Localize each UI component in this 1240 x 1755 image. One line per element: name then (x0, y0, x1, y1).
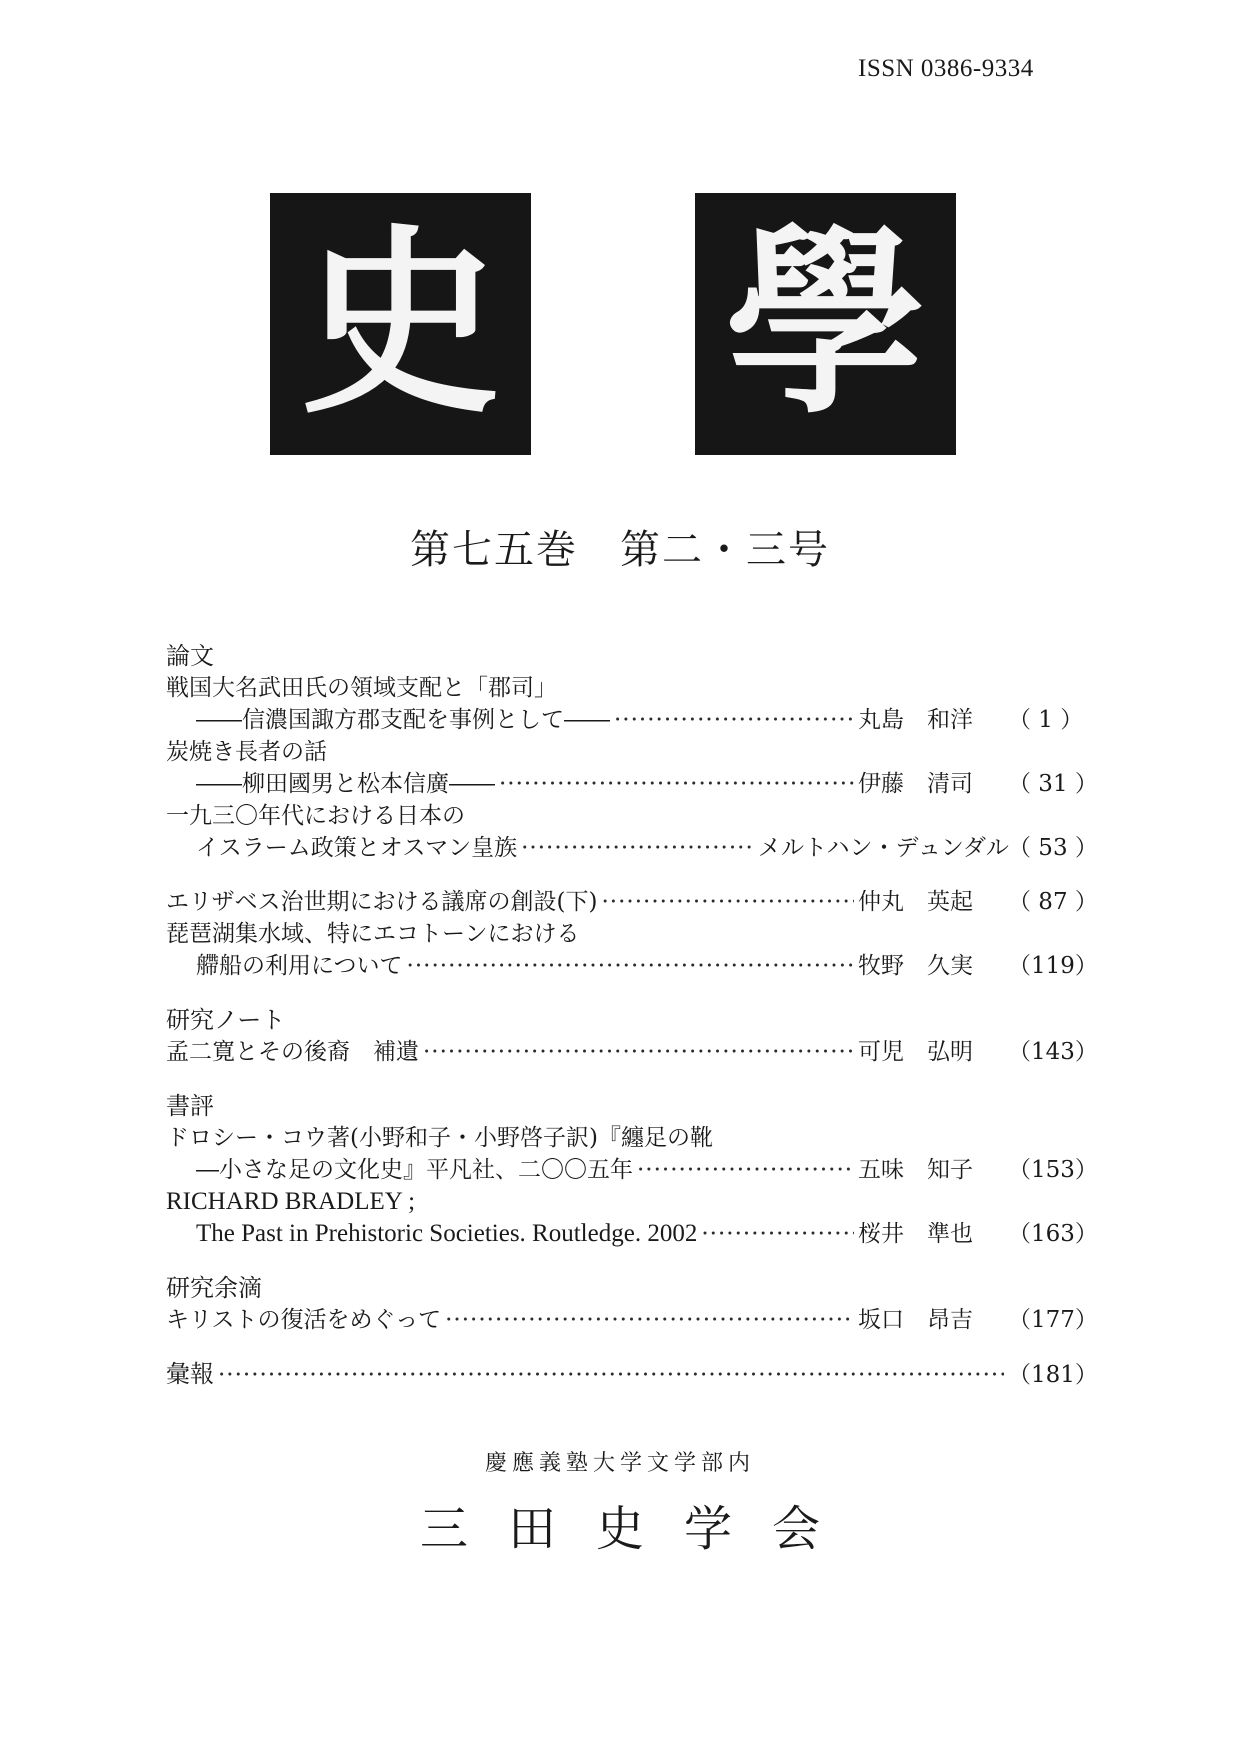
entry-author: 牧野 久実 (858, 953, 973, 979)
entry-title: 一九三〇年代における日本の (166, 803, 465, 829)
toc-section-bulletin (166, 1358, 1098, 1391)
leader-dots (445, 1304, 854, 1336)
entry-author: 可児 弘明 (858, 1039, 973, 1065)
toc-entry (166, 886, 1098, 918)
issn-number: ISSN 0386-9334 (858, 55, 1034, 82)
entry-page: （119） (1008, 953, 1098, 979)
publisher-affiliation: 慶應義塾大学文学部内 (484, 1451, 755, 1476)
entry-title: 炭焼き長者の話 (166, 739, 327, 765)
entry-page: （ 31 ） (1008, 771, 1098, 797)
entry-title: エリザベス治世期における議席の創設(下) (166, 889, 598, 915)
leader-dots (602, 886, 855, 918)
leader-dots (407, 950, 854, 982)
leader-dots (614, 704, 854, 736)
section-heading: 書評 (166, 1092, 214, 1120)
entry-page: （143） (1008, 1039, 1098, 1065)
toc-entry (166, 1036, 1098, 1068)
toc-section-book-reviews (166, 1090, 1098, 1250)
entry-title: キリストの復活をめぐって (166, 1307, 442, 1333)
entry-page: （ 53 ） (1008, 835, 1098, 861)
entry-author: 坂口 昂吉 (858, 1307, 973, 1333)
entry-subtitle: ――柳田國男と松本信廣―― (196, 771, 495, 797)
title-char-shi: 史 (300, 206, 501, 441)
section-heading: 論文 (166, 642, 214, 670)
entry-title: 彙報 (166, 1360, 214, 1388)
toc-section-research-notes (166, 1004, 1098, 1068)
toc-section-research-essays (166, 1272, 1098, 1336)
leader-dots (218, 1359, 1004, 1391)
leader-dots (701, 1218, 854, 1250)
entry-title: RICHARD BRADLEY ; (166, 1188, 416, 1215)
entry-title: 孟二寛とその後裔 補遺 (166, 1039, 419, 1065)
entry-title: 戦国大名武田氏の領域支配と「郡司」 (166, 675, 557, 701)
entry-author: メルトハン・デュンダル (758, 835, 1009, 861)
entry-subtitle: イスラーム政策とオスマン皇族 (196, 835, 518, 861)
toc-entry (166, 1122, 1098, 1186)
entry-subtitle: ――信濃国諏方郡支配を事例として―― (196, 707, 610, 733)
entry-subtitle: ―小さな足の文化史』平凡社、二〇〇五年 (196, 1157, 633, 1183)
title-char-gaku: 學 (725, 206, 926, 441)
entry-author: 仲丸 英起 (858, 889, 973, 915)
entry-subtitle: 艜船の利用について (196, 953, 403, 979)
section-heading: 研究余滴 (166, 1274, 262, 1302)
entry-page: （177） (1008, 1307, 1098, 1333)
entry-page: （153） (1008, 1157, 1098, 1183)
entry-title: ドロシー・コウ著(小野和子・小野啓子訳)『纏足の靴 (166, 1125, 713, 1151)
leader-dots (423, 1036, 854, 1068)
entry-author: 桜井 準也 (858, 1221, 973, 1247)
toc-entry (166, 918, 1098, 982)
title-block-shi (270, 193, 531, 455)
toc-entry (166, 672, 1084, 736)
toc-section-articles (166, 640, 1098, 982)
toc-entry (166, 736, 1098, 800)
toc-entry (166, 1186, 1098, 1250)
toc-entry (166, 1304, 1098, 1336)
toc-entry (166, 800, 1098, 864)
section-heading: 研究ノート (166, 1006, 286, 1034)
entry-page: （181） (1008, 1362, 1098, 1388)
entry-author: 伊藤 清司 (858, 771, 973, 797)
entry-page: （163） (1008, 1221, 1098, 1247)
leader-dots (637, 1154, 854, 1186)
entry-author: 五味 知子 (858, 1157, 973, 1183)
title-block-gaku (695, 193, 956, 455)
publisher-name: 三田史学会 (419, 1501, 860, 1557)
entry-author: 丸島 和洋 (858, 707, 973, 733)
entry-title: 琵琶湖集水域、特にエコトーンにおける (166, 921, 580, 947)
entry-page: （ 87 ） (1008, 889, 1098, 915)
toc-entry (166, 1358, 1098, 1391)
volume-issue: 第七五巻 第二・三号 (410, 527, 830, 573)
entry-subtitle: The Past in Prehistoric Societies. Routledge. 2002 (196, 1220, 698, 1247)
table-of-contents (166, 640, 1098, 1413)
leader-dots (499, 768, 854, 800)
entry-page: （ 1 ） (1008, 707, 1084, 733)
leader-dots (521, 832, 754, 864)
